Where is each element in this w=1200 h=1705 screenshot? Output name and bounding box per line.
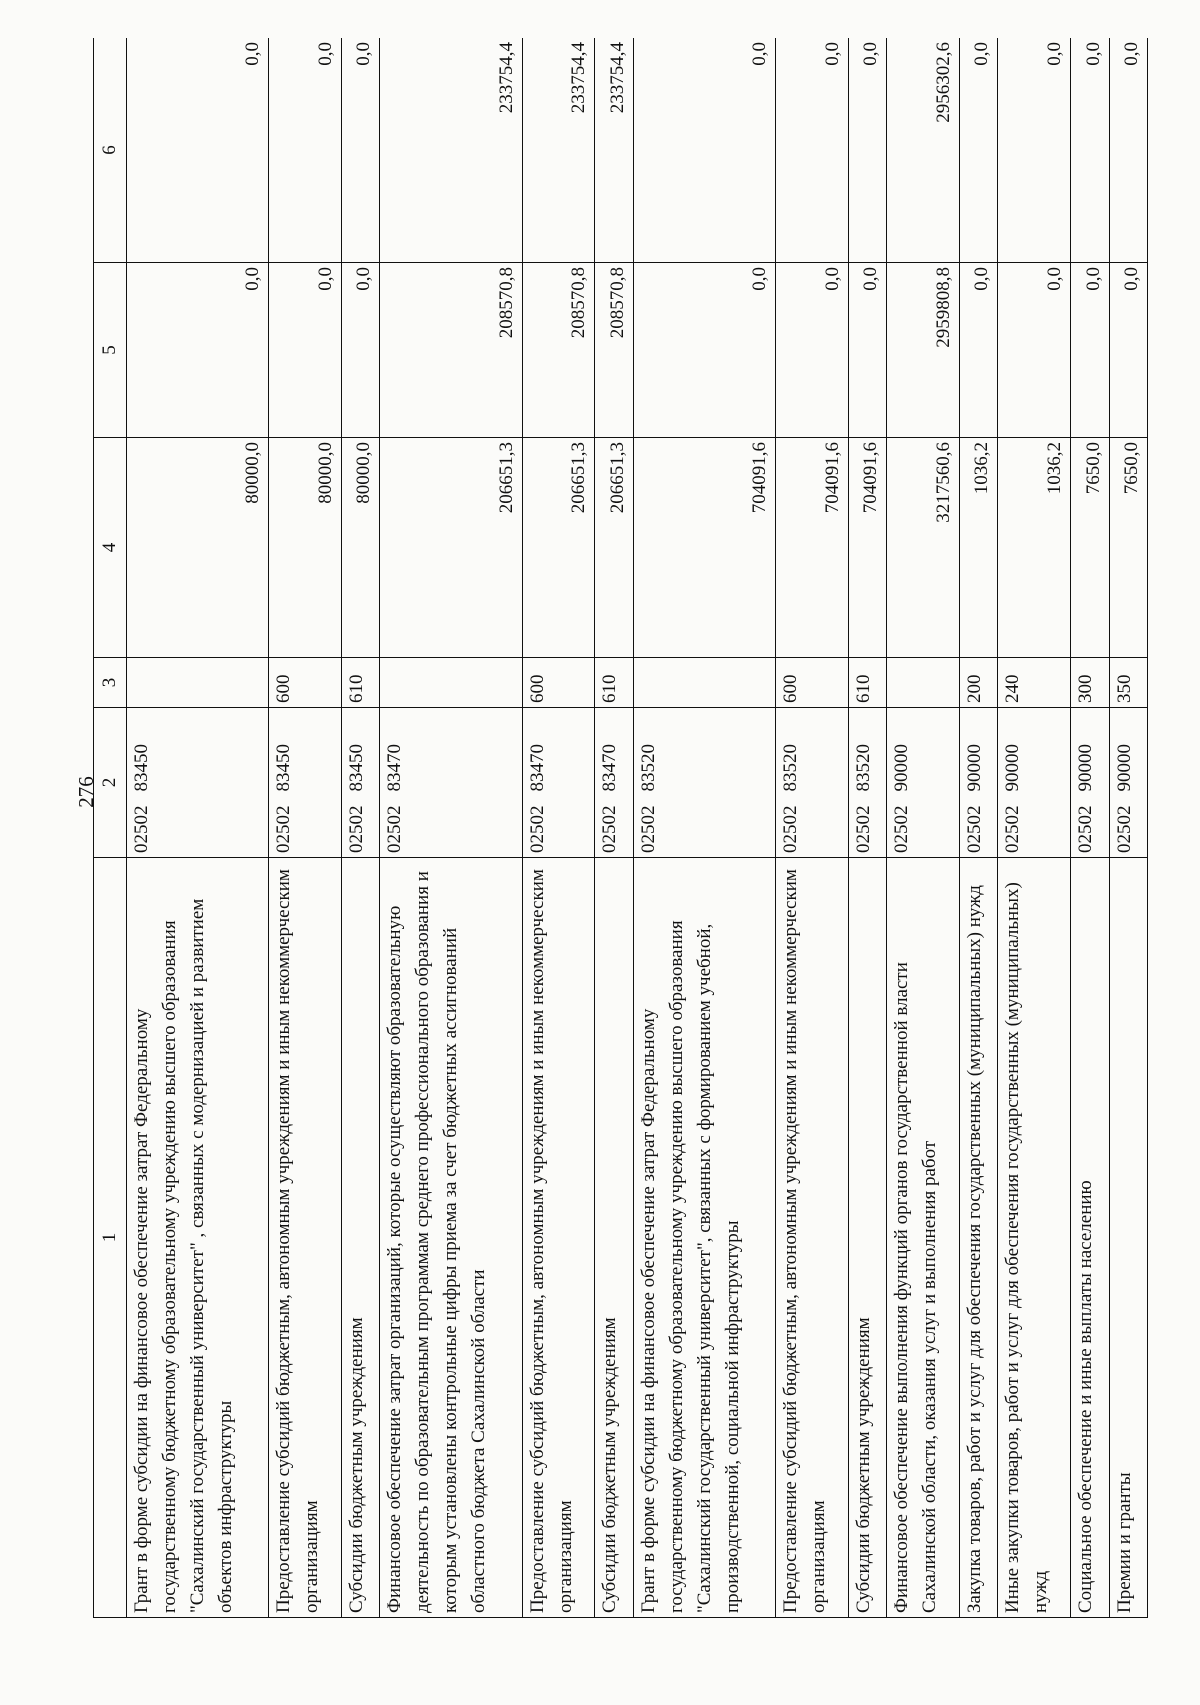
row-name-cell: Предоставление субсидий бюджетным, автономным учреждениям и иным некоммерческим организациям [269, 858, 342, 1618]
budget-table-body [94, 38, 1148, 1618]
row-type-cell: 610 [595, 658, 633, 708]
row-name-cell: Предоставление субсидий бюджетным, автономным учреждениям и иным некоммерческим организациям [775, 858, 848, 1618]
program-code: 02502 [1113, 805, 1135, 853]
program-code: 02502 [384, 805, 406, 853]
row-code-cell [848, 708, 886, 858]
row-name-cell: Финансовое обеспечение выполнения функций органов государственной власти Сахалинской области, оказания услуг и выполнения работ [887, 858, 960, 1618]
row-name-cell: Субсидии бюджетным учреждениям [595, 858, 633, 1618]
row-value-col-5: 0,0 [633, 263, 775, 438]
program-code: 02502 [131, 805, 152, 853]
row-value-col-4: 1036,2 [998, 438, 1071, 658]
row-value-col-6: 233754,4 [380, 38, 522, 263]
table-row [1109, 38, 1147, 1618]
row-value-col-6: 0,0 [1109, 38, 1147, 263]
row-value-col-4: 704091,6 [633, 438, 775, 658]
header-col-1: 1 [94, 858, 127, 1618]
row-code-cell [998, 708, 1071, 858]
table-row [380, 38, 522, 1618]
row-code-cell [887, 708, 960, 858]
row-type-cell: 300 [1071, 658, 1109, 708]
budget-table [93, 38, 1148, 1618]
program-code: 02502 [346, 805, 368, 853]
row-type-cell: 350 [1109, 658, 1147, 708]
program-code: 02502 [891, 805, 913, 853]
program-code: 02502 [526, 805, 548, 853]
direction-code: 83470 [526, 744, 548, 792]
row-value-col-6: 0,0 [775, 38, 848, 263]
row-code-cell [633, 708, 775, 858]
row-name-cell: Иные закупки товаров, работ и услуг для обеспечения государственных (муниципальных) нужд [998, 858, 1071, 1618]
row-code-cell [960, 708, 998, 858]
row-type-cell: 610 [342, 658, 380, 708]
header-col-6: 6 [94, 38, 127, 263]
row-value-col-5: 0,0 [1071, 263, 1109, 438]
row-value-col-4: 7650,0 [1071, 438, 1109, 658]
row-value-col-5: 0,0 [1109, 263, 1147, 438]
row-value-col-6: 0,0 [269, 38, 342, 263]
direction-code: 90000 [964, 744, 986, 792]
table-row [269, 38, 342, 1618]
header-col-3: 3 [94, 658, 127, 708]
row-type-cell: 200 [960, 658, 998, 708]
program-code: 02502 [852, 805, 874, 853]
direction-code: 83450 [131, 744, 152, 792]
row-type-cell [633, 658, 775, 708]
program-code: 02502 [1002, 805, 1024, 853]
row-name-cell: Предоставление субсидий бюджетным, автономным учреждениям и иным некоммерческим организациям [522, 858, 595, 1618]
row-name-cell: Грант в форме субсидии на финансовое обеспечение затрат Федеральному государственному бюджетному образовательному учреждению высшего образования "Сахалинский государственный университет" , связанных с модернизацией и развитием объектов инфраструктуры [127, 858, 269, 1618]
row-value-col-5: 0,0 [127, 263, 269, 438]
row-value-col-4: 704091,6 [775, 438, 848, 658]
program-code: 02502 [779, 805, 801, 853]
direction-code: 83450 [346, 744, 368, 792]
program-code: 02502 [599, 805, 621, 853]
header-col-2: 2 [94, 708, 127, 858]
direction-code: 90000 [1002, 744, 1024, 792]
row-value-col-6: 2956302,6 [887, 38, 960, 263]
row-code-cell [127, 708, 269, 858]
row-value-col-5: 208570,8 [380, 263, 522, 438]
row-value-col-6: 0,0 [1071, 38, 1109, 263]
row-value-col-6: 0,0 [633, 38, 775, 263]
row-code-cell [775, 708, 848, 858]
row-type-cell [127, 658, 269, 708]
table-row [848, 38, 886, 1618]
table-row [633, 38, 775, 1618]
table-row [1071, 38, 1109, 1618]
row-value-col-5: 0,0 [269, 263, 342, 438]
row-value-col-5: 208570,8 [595, 263, 633, 438]
program-code: 02502 [637, 805, 659, 853]
row-code-cell [595, 708, 633, 858]
row-name-cell: Социальное обеспечение и иные выплаты населению [1071, 858, 1109, 1618]
row-name-cell: Субсидии бюджетным учреждениям [848, 858, 886, 1618]
page-number: 276 [74, 776, 98, 808]
row-code-cell [342, 708, 380, 858]
row-type-cell: 610 [848, 658, 886, 708]
row-code-cell [1071, 708, 1109, 858]
row-value-col-4: 80000,0 [127, 438, 269, 658]
table-row [522, 38, 595, 1618]
header-col-5: 5 [94, 263, 127, 438]
row-value-col-5: 0,0 [848, 263, 886, 438]
table-row [342, 38, 380, 1618]
row-code-cell [522, 708, 595, 858]
header-row [94, 38, 127, 1618]
row-value-col-6: 0,0 [960, 38, 998, 263]
rotated-table [93, 38, 1148, 1618]
direction-code: 83520 [637, 744, 659, 792]
program-code: 02502 [1075, 805, 1097, 853]
row-name-cell: Субсидии бюджетным учреждениям [342, 858, 380, 1618]
program-code: 02502 [964, 805, 986, 853]
budget-table-container [93, 38, 1148, 1618]
row-value-col-5: 0,0 [775, 263, 848, 438]
row-type-cell [380, 658, 522, 708]
direction-code: 83520 [779, 744, 801, 792]
table-row [998, 38, 1071, 1618]
row-value-col-4: 3217560,6 [887, 438, 960, 658]
row-name-cell: Закупка товаров, работ и услуг для обеспечения государственных (муниципальных) нужд [960, 858, 998, 1618]
row-value-col-6: 0,0 [848, 38, 886, 263]
row-value-col-5: 208570,8 [522, 263, 595, 438]
row-value-col-4: 1036,2 [960, 438, 998, 658]
direction-code: 83470 [599, 744, 621, 792]
row-value-col-6: 0,0 [127, 38, 269, 263]
direction-code: 90000 [1113, 744, 1135, 792]
row-code-cell [380, 708, 522, 858]
row-value-col-5: 0,0 [342, 263, 380, 438]
table-row [775, 38, 848, 1618]
row-value-col-5: 2959808,8 [887, 263, 960, 438]
direction-code: 83520 [852, 744, 874, 792]
row-value-col-4: 206651,3 [522, 438, 595, 658]
row-value-col-4: 7650,0 [1109, 438, 1147, 658]
table-row [595, 38, 633, 1618]
row-type-cell: 240 [998, 658, 1071, 708]
row-value-col-5: 0,0 [960, 263, 998, 438]
direction-code: 83470 [384, 744, 406, 792]
row-name-cell: Финансовое обеспечение затрат организаций, которые осуществляют образовательную деятельность по образовательным программам среднего профессионального образования и которым установлены контрольные цифры приема за счет бюджетных ассигнований областного бюджета Сахалинской области [380, 858, 522, 1618]
table-row [887, 38, 960, 1618]
row-value-col-6: 233754,4 [522, 38, 595, 263]
row-value-col-6: 233754,4 [595, 38, 633, 263]
row-value-col-6: 0,0 [342, 38, 380, 263]
row-value-col-4: 206651,3 [380, 438, 522, 658]
row-value-col-6: 0,0 [998, 38, 1071, 263]
row-code-cell [1109, 708, 1147, 858]
direction-code: 83450 [273, 744, 295, 792]
direction-code: 90000 [1075, 744, 1097, 792]
table-row [127, 38, 269, 1618]
row-name-cell: Премии и гранты [1109, 858, 1147, 1618]
row-type-cell: 600 [522, 658, 595, 708]
row-value-col-5: 0,0 [998, 263, 1071, 438]
direction-code: 90000 [891, 744, 913, 792]
row-value-col-4: 704091,6 [848, 438, 886, 658]
row-type-cell: 600 [269, 658, 342, 708]
program-code: 02502 [273, 805, 295, 853]
row-code-cell [269, 708, 342, 858]
row-type-cell: 600 [775, 658, 848, 708]
table-row [960, 38, 998, 1618]
row-type-cell [887, 658, 960, 708]
row-name-cell: Грант в форме субсидии на финансовое обеспечение затрат Федеральному государственному бюджетному образовательному учреждению высшего образования "Сахалинский государственный университет", связанных с формированием учебной, производственной, социальной инфраструктуры [633, 858, 775, 1618]
row-value-col-4: 80000,0 [342, 438, 380, 658]
header-col-4: 4 [94, 438, 127, 658]
row-value-col-4: 206651,3 [595, 438, 633, 658]
row-value-col-4: 80000,0 [269, 438, 342, 658]
